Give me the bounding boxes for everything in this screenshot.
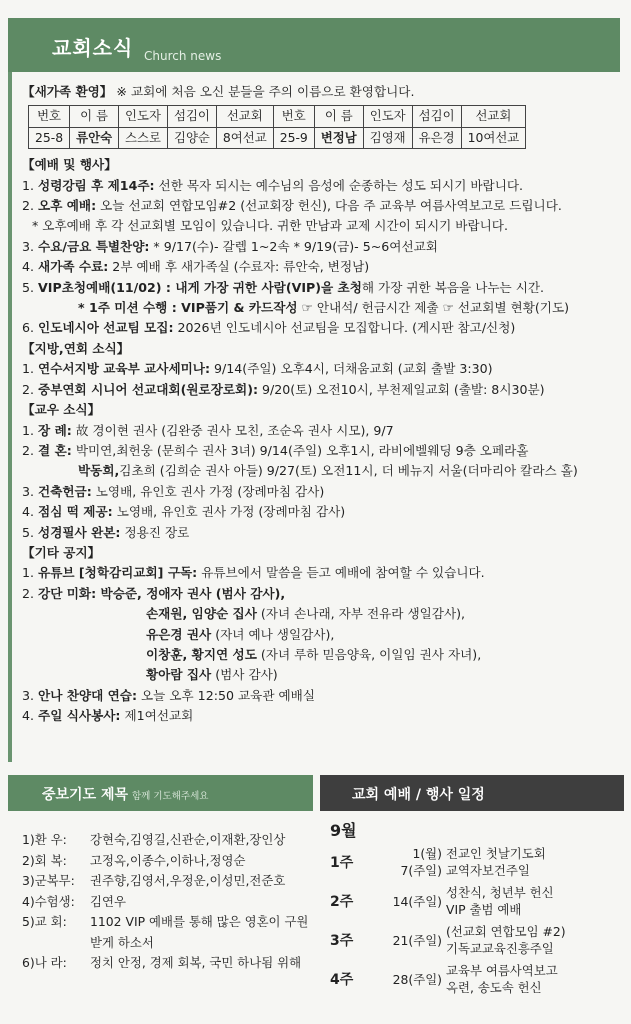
item-label: 안나 찬양대 연습: [38,687,138,703]
item-number: 4. [22,504,35,520]
col-header: 섬김이 [412,106,461,127]
item-text: (자녀 예나 생일감사), [211,626,335,642]
item-label: 인도네시아 선교팀 모집: [38,320,174,336]
list-item [22,278,622,298]
table-cell: 8여선교 [216,127,273,148]
item-number: 2. [22,198,35,214]
item-label: 유튜브 [청학감리교회] 구독: [38,565,198,581]
list-item [22,441,622,461]
week-label: 4주 [330,972,354,988]
prayer-value: 권주향,김영서,우정운,이성민,전준호 [90,873,286,888]
item-text: 오늘 선교회 연합모임#2 (선교회장 헌신), 다음 주 교육부 여름사역보고로 드립니다. [96,198,562,214]
event: 교육부 여름사역보고 [446,963,558,978]
table-cell: 10여선교 [461,127,526,148]
week-label: 3주 [330,933,354,949]
list-item [22,421,622,441]
item-text: * 9/17(수)- 갈렙 1~2속 * 9/19(금)- 5~6여선교회 [149,238,438,254]
date: 7(주일) [400,863,442,878]
week-dates [378,971,446,988]
date: 14(주일) [392,893,442,909]
item-text: 김초희 (김희순 권사 아들) 9/27(토) 오전11시, 더 베뉴지 서울(더마리아 칼라스 홀) [119,463,578,479]
list-item [22,523,622,543]
list-item [22,318,622,338]
prayer-title: 중보기도 제목 [42,787,129,803]
week-events [446,923,566,957]
col-header: 번호 [273,106,314,127]
newcomer-heading: 【새가족 환영】 [22,84,113,99]
event: 성찬식, 청년부 헌신 [446,885,554,900]
item-label: 오후 예배: [38,198,97,214]
item-number: 4. [22,708,35,724]
item-text: 정용진 장로 [120,524,190,540]
col-header: 선교회 [216,106,273,127]
item-text: ☞ 안내석/ 헌금시간 제출 ☞ 선교회별 현황(기도) [297,300,570,316]
schedule-week [330,923,620,957]
item-label: * 1주 미션 수행 : VIP품기 & 카드작성 [78,300,298,316]
week-events [446,845,546,879]
item-text: 노영배, 유인호 권사 가정 (장례마침 감사) [91,483,325,499]
week-dates [378,932,446,949]
week-dates [378,893,446,910]
item-text: 2026년 인도네시아 선교팀을 모집합니다. (게시판 참고/신청) [173,320,516,336]
item-number: 3. [22,483,35,499]
event: 전교인 첫날기도회 [446,846,546,861]
item-label: 이창훈, 황지연 성도 [146,646,257,662]
item-number: 5. [22,279,35,295]
col-header: 이 름 [70,106,119,127]
list-item [22,665,622,685]
list-item [22,953,312,974]
item-label: 점심 떡 제공: [38,504,113,520]
prayer-list [22,830,312,974]
list-item [22,851,312,872]
list-item [22,706,622,726]
item-text: 2부 예배 후 새가족실 (수료자: 류안숙, 변정남) [108,259,370,275]
item-text: 9/20(토) 오전10시, 부천제일교회 (출발: 8시30분) [258,381,545,397]
item-label: 결 혼: [38,442,72,458]
item-label: 장 례: [38,422,72,438]
prayer-key: 3)군복무: [22,873,75,888]
col-header: 번호 [29,106,70,127]
item-label: 새가족 수료: [38,259,109,275]
item-label: 박동희, [78,463,120,479]
prayer-key: 1)환 우: [22,832,67,847]
list-item [22,298,622,318]
item-number: 4. [22,259,35,275]
table-cell: 스스로 [119,127,168,148]
item-number: 1. [22,565,35,581]
item-text: 제1여선교회 [120,708,194,724]
item-label: 성경필사 완본: [38,524,121,540]
item-label: 주일 식사봉사: [38,708,121,724]
newcomer-note: ※ 교회에 처음 오신 분들을 주의 이름으로 환영합니다. [116,84,415,99]
table-cell: 변정남 [314,127,363,148]
newcomer-table-header [29,106,526,127]
date: 21(주일) [392,932,442,948]
item-text: (자녀 손나래, 자부 전유라 생일감사), [256,606,466,622]
left-accent-bar [8,72,12,762]
schedule-title: 교회 예배 / 행사 일정 [352,787,485,803]
schedule-header [320,775,624,811]
list-item [22,257,622,277]
list-item [22,196,622,216]
item-text: 故 경이현 권사 (김완중 권사 모친, 조순옥 권사 시모), 9/7 [71,422,394,438]
item-number: 2. [22,442,35,458]
item-number: 3. [22,238,35,254]
col-header: 선교회 [461,106,526,127]
item-label: 손재원, 임양순 집사 [146,606,257,622]
week-label: 1주 [330,855,354,871]
item-text: (자녀 루하 믿음양육, 이일임 권사 자녀), [256,646,482,662]
list-item [22,892,312,913]
schedule-week [330,962,620,996]
week-events [446,962,558,996]
event: 교역자보건주일 [446,863,530,878]
table-cell: 25-9 [273,127,314,148]
item-number: 2. [22,381,35,397]
list-item [22,359,622,379]
list-item [22,502,622,522]
list-item [22,604,622,624]
item-text: 노영배, 유인호 권사 가정 (장례마침 감사) [112,504,346,520]
item-text: 유튜브에서 말씀을 듣고 예배에 참여할 수 있습니다. [197,565,485,581]
item-number: 1. [22,177,35,193]
other-heading: 【기타 공지】 [22,544,101,560]
item-text: (범사 감사) [211,667,278,683]
list-item [22,871,312,892]
newcomer-heading-line [22,82,622,102]
col-header: 인도자 [119,106,168,127]
newcomer-table [28,105,526,149]
item-label: 연수서지방 교육부 교사세미나: [38,361,211,377]
list-item [22,625,622,645]
prayer-value: 김연우 [90,893,126,909]
date: 28(주일) [392,971,442,987]
prayer-header [8,775,313,811]
list-item [22,176,622,196]
col-header: 이 름 [314,106,363,127]
table-row [29,127,526,148]
prayer-key: 2)회 복: [22,852,67,868]
list-item [22,830,312,851]
worship-heading: 【예배 및 행사】 [22,157,117,173]
item-text: 박승준, 정애자 권사 (범사 감사), [96,585,286,601]
week-label: 2주 [330,894,354,910]
list-item [22,482,622,502]
members-heading: 【교우 소식】 [22,402,101,418]
list-item [22,584,622,604]
item-label: 건축헌금: [38,483,92,499]
page-title: 교회소식 [52,36,134,60]
prayer-value: 강현숙,김영길,신관순,이재환,장인상 [90,832,286,847]
item-label: VIP초청예배(11/02) : 내게 가장 귀한 사람(VIP)을 초청 [38,279,362,295]
event: VIP 출범 예배 [446,902,522,917]
item-label: 성령강림 후 제14주: [38,177,155,193]
schedule-week [330,845,620,879]
col-header: 인도자 [363,106,412,127]
church-news-header [8,18,620,72]
schedule-list [330,818,620,1001]
event: (선교회 연합모임 #2) [446,924,566,939]
item-number: 6. [22,320,35,336]
schedule-week [330,884,620,918]
list-item [22,216,622,236]
item-text: 해 가장 귀한 복음을 나누는 시간. [361,279,545,295]
col-header: 섬김이 [167,106,216,127]
item-number: 1. [22,422,35,438]
page-subtitle: Church news [144,49,222,63]
item-text: * 오후예배 후 각 선교회별 모임이 있습니다. 귀한 만남과 교제 시간이 되시기 바랍니다. [32,218,508,234]
table-cell: 류안숙 [70,127,119,148]
prayer-value: 정치 안정, 경제 회복, 국민 하나됨 위해 [90,955,302,970]
table-cell: 25-8 [29,127,70,148]
event: 옥련, 송도속 헌신 [446,980,542,995]
item-number: 5. [22,524,35,540]
table-cell: 김영재 [363,127,412,148]
list-item [22,380,622,400]
item-label: 황아람 집사 [146,667,212,683]
prayer-key: 5)교 회: [22,914,67,929]
list-item [22,237,622,257]
item-label: 중부연회 시니어 선교대회(원로장로회): [38,381,259,397]
item-text: 오늘 오후 12:50 교육관 예배실 [137,687,315,703]
list-item [22,912,312,953]
item-label: 수요/금요 특별찬양: [38,238,150,254]
item-text: 9/14(주일) 오후4시, 더채움교회 (교회 출발 3:30) [210,361,493,377]
table-cell: 유은경 [412,127,461,148]
event: 기독교교육진흥주일 [446,941,554,956]
prayer-value: 1102 VIP 예배를 통해 많은 영혼이 구원받게 하소서 [90,914,309,950]
item-text: 선한 목자 되시는 예수님의 음성에 순종하는 성도 되시기 바랍니다. [154,177,524,193]
prayer-value: 고정옥,이종수,이하나,정영순 [90,852,246,868]
list-item [22,645,622,665]
prayer-subtitle: 함께 기도해주세요 [132,791,209,802]
list-item [22,563,622,583]
prayer-key: 4)수험생: [22,893,75,909]
date: 1(월) [412,846,442,861]
table-cell: 김양순 [167,127,216,148]
list-item [22,686,622,706]
item-number: 1. [22,361,35,377]
item-label: 유은경 권사 [146,626,212,642]
item-number: 2. [22,585,35,601]
list-item [22,461,622,481]
week-dates [378,845,446,879]
schedule-month: 9월 [330,821,357,840]
prayer-key: 6)나 라: [22,955,67,970]
week-events [446,884,554,918]
item-text: 박미연,최헌웅 (문희수 권사 3녀) 9/14(주일) 오후1시, 라비에벨웨딩 9층 오페라홀 [71,442,529,458]
item-number: 3. [22,687,35,703]
news-body [22,82,622,727]
district-heading: 【지방,연회 소식】 [22,340,130,356]
item-label: 강단 미화: [38,585,97,601]
